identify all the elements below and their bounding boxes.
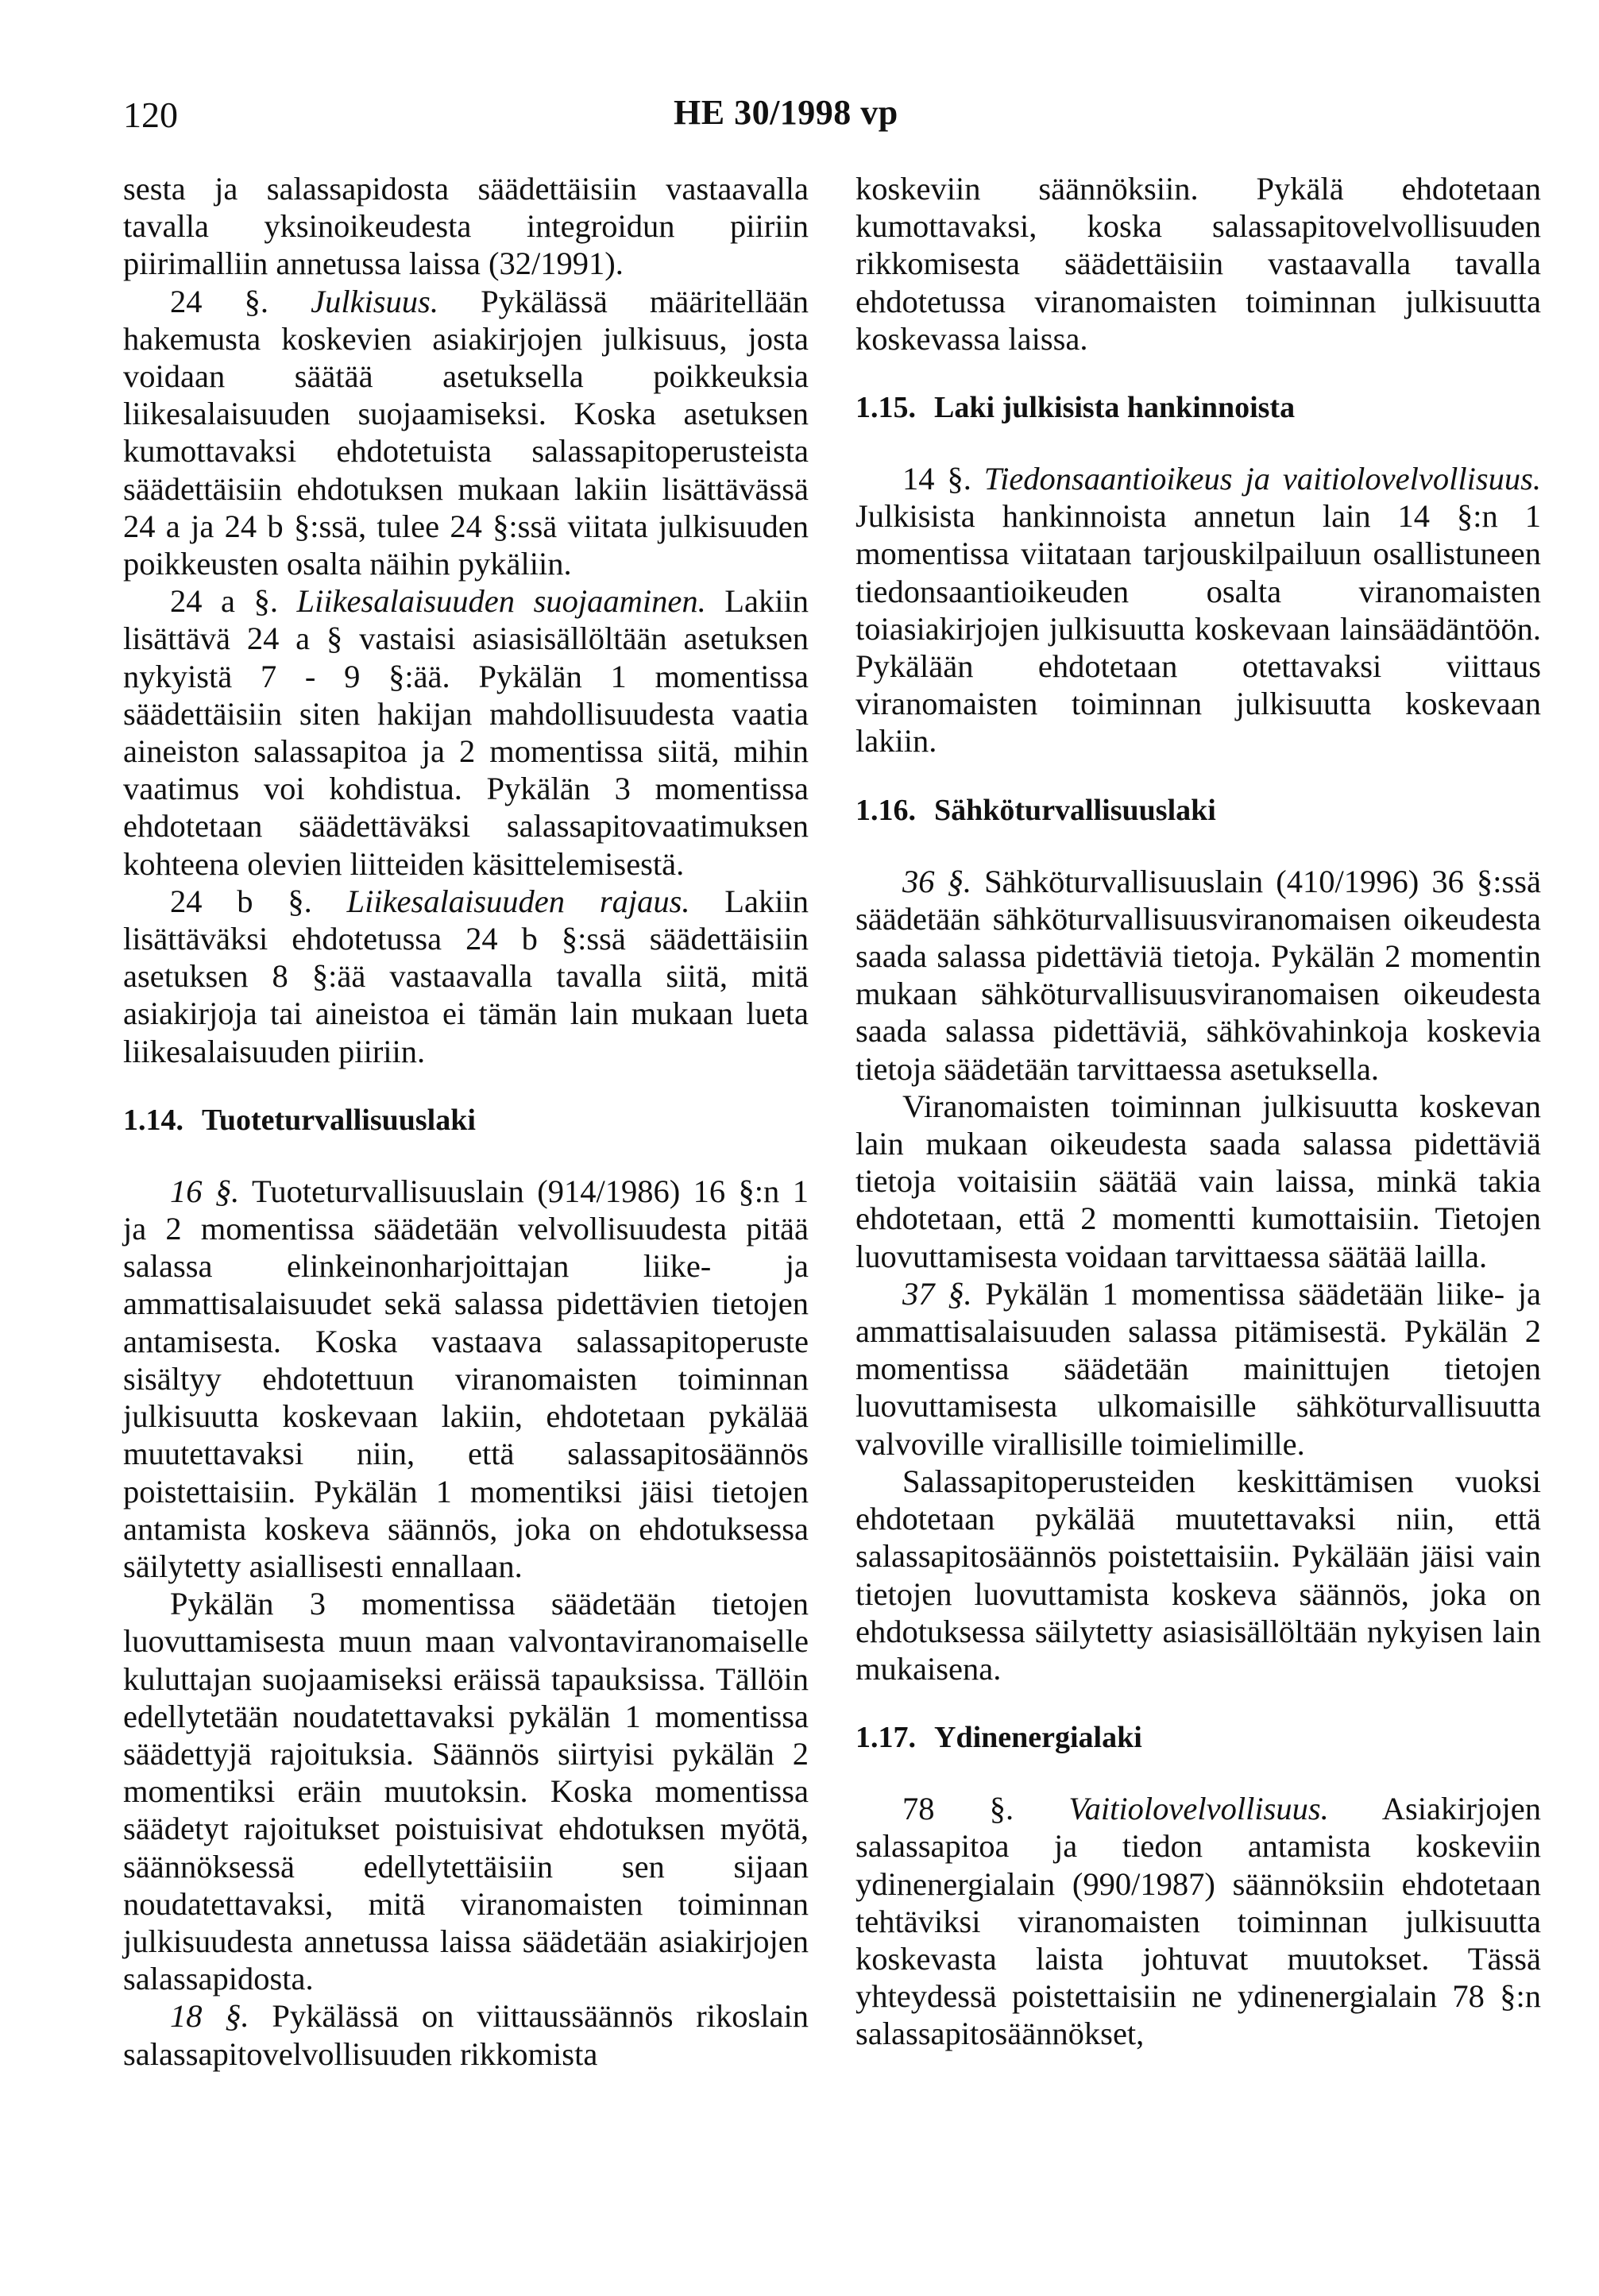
- section-14-title: Tiedonsaantioikeus ja vaitiolovelvollisuus.: [983, 461, 1541, 497]
- section-18-number: 18 §.: [170, 1998, 249, 2035]
- heading-1-14-number: 1.14.: [123, 1103, 183, 1137]
- section-14-text: Julkisista hankinnoista annetun lain 14 §:n 1 momentissa viitataan tarjouskilpailuun osallistuneen tiedonsaantioikeuden osalta viranomaisten toiasiakirjojen julkisuutta koskevaan lainsäädäntöön. Pykälään ehdotetaan otettavaksi viittaus viranomaisten toiminnan julkisuutta koskevaan lakiin.: [856, 498, 1541, 760]
- heading-1-16-number: 1.16.: [856, 793, 916, 827]
- section-24b-title: Liikesalaisuuden rajaus.: [346, 883, 690, 919]
- section-24a-title: Liikesalaisuuden suojaaminen.: [296, 583, 706, 620]
- heading-1-14-title: Tuoteturvallisuuslaki: [202, 1103, 476, 1137]
- heading-1-14: [123, 1102, 809, 1139]
- section-18-text: Pykälässä on viittaussäännös rikoslain salassapitovelvollisuuden rikkomista: [123, 1998, 809, 2072]
- section-78-text: Asiakirjojen salassapitoa ja tiedon antamista koskeviin ydinenergialain (990/1987) säännöksiin ehdotetaan tehtäviksi viranomaisten toiminnan julkisuutta koskevasta laista johtuvat muutokset. Tässä yhteydessä poistettaisiin ne ydinenergialain 78 §:n salassapitosäännökset,: [856, 1791, 1541, 2052]
- section-78-paragraph: [856, 1790, 1541, 2052]
- section-24-title: Julkisuus.: [311, 283, 438, 319]
- section-24a-paragraph: [123, 582, 809, 883]
- section-16-number: 16 §.: [170, 1173, 240, 1209]
- heading-1-15-title: Laki julkisista hankinnoista: [934, 391, 1296, 425]
- section-24a-number: 24 a §.: [170, 583, 278, 620]
- section-24a-text: Lakiin lisättävä 24 a § vastaisi asiasisällöltään asetuksen nykyistä 7 - 9 §:ää. Pykälän 1 momentissa säädettäisiin siten hakijan mahdollisuudesta vaatia aineiston salassapitoa ja 2 momentissa siitä, mihin vaatimus voi kohdistua. Pykälän 3 momentissa ehdotetaan säädettäväksi salassapitovaatimuksen kohteena olevien liitteiden käsittelemisestä.: [123, 583, 809, 882]
- section-24b-text: Lakiin lisättäväksi ehdotetussa 24 b §:ssä säädettäisiin asetuksen 8 §:ää vastaavalla tavalla siitä, mitä asiakirjoja tai aineistoa ei tämän lain mukaan lueta liikesalaisuuden piiriin.: [123, 883, 809, 1069]
- heading-1-17-title: Ydinenergialaki: [934, 1721, 1142, 1755]
- section-24b-paragraph: [123, 883, 809, 1070]
- heading-1-15-number: 1.15.: [856, 391, 916, 425]
- section-24b-number: 24 b §.: [170, 883, 312, 919]
- left-column: [123, 170, 809, 2073]
- section-37-text: Pykälän 1 momentissa säädetään liike- ja ammattisalaisuuden salassa pitämisestä. Pykälän 2 momentissa säädetään mainittujen tietojen luovuttamisesta ulkomaisille sähköturvallisuutta valvoville virallisille toimielimille.: [856, 1275, 1541, 1462]
- section-37-number: 37 §.: [902, 1275, 972, 1312]
- page-number: 120: [123, 95, 178, 135]
- continuation-paragraph: koskeviin säännöksiin. Pykälä ehdotetaan kumottavaksi, koska salassapitovelvollisuuden rikkomisesta säädettäisiin vastaavalla tavalla ehdotetussa viranomaisten toiminnan julkisuutta koskevassa laissa.: [856, 171, 1541, 357]
- section-24-paragraph: [123, 283, 809, 583]
- section-78-number: 78 §.: [902, 1791, 1014, 1827]
- heading-1-15: [856, 389, 1541, 427]
- intro-paragraph: sesta ja salassapidosta säädettäisiin vastaavalla tavalla yksinoikeudesta integroidun piiriin piirimalliin annetussa laissa (32/1991).: [123, 171, 809, 282]
- section-14-number: 14 §.: [902, 461, 971, 497]
- right-column: [856, 170, 1541, 2053]
- section-36-text: Sähköturvallisuuslain (410/1996) 36 §:ssä säädetään sähköturvallisuusviranomaisen oikeudesta saada salassa pidettäviä tietoja. Pykälän 2 momentin mukaan sähköturvallisuusviranomaisen oikeudesta saada salassa pidettäviä, sähkövahinkoja koskevia tietoja säädetään tarvittaessa asetuksella.: [856, 863, 1542, 1087]
- section-36-number: 36 §.: [902, 863, 972, 899]
- heading-1-16-title: Sähköturvallisuuslaki: [934, 793, 1216, 827]
- section-24-text: Pykälässä määritellään hakemusta koskevien asiakirjojen julkisuus, josta voidaan säätää asetuksella poikkeuksia liikesalaisuuden suojaamiseksi. Koska asetuksen kumottavaksi ehdotetuista salassapitoperusteista säädettäisiin ehdotuksen mukaan lakiin lisättävässä 24 a ja 24 b §:ssä, tulee 24 §:ssä viitata julkisuuden poikkeusten osalta näihin pykäliin.: [123, 283, 809, 582]
- section-16-paragraph-2: Pykälän 3 momentissa säädetään tietojen luovuttamisesta muun maan valvontaviranomaiselle kuluttajan suojaamiseksi eräissä tapauksissa. Tällöin edellytetään noudatettavaksi pykälän 1 momentissa säädettyjä rajoituksia. Säännös siirtyisi pykälän 2 momentiksi eräin muutoksin. Koska momentissa säädetyt rajoitukset poistuisivat ehdotuksen myötä, säännöksessä edellytettäisiin sen sijaan noudatettavaksi, mitä viranomaisten toiminnan julkisuudesta annetussa laissa säädetään asiakirjojen salassapidosta.: [123, 1586, 809, 1997]
- running-head: HE 30/1998 vp: [674, 93, 898, 132]
- section-36-paragraph: [856, 863, 1541, 1088]
- section-37-paragraph-2: Salassapitoperusteiden keskittämisen vuoksi ehdotetaan pykälää muutettavaksi niin, että salassapitosäännös poistettaisiin. Pykälään jäisi vain tietojen luovuttamista koskeva säännös, joka on ehdotuksessa säilytetty asiasisällöltään nykyisen lain mukaisena.: [856, 1463, 1541, 1687]
- section-16-paragraph: [123, 1173, 809, 1585]
- section-18-paragraph: [123, 1997, 809, 2072]
- section-36-paragraph-2: Viranomaisten toiminnan julkisuutta koskevan lain mukaan oikeudesta saada salassa pidettäviä tietoja voitaisiin säätää vain laissa, minkä takia ehdotetaan, että 2 momentti kumottaisiin. Tietojen luovuttamisesta voidaan tarvittaessa säätää lailla.: [856, 1088, 1541, 1274]
- section-24-number: 24 §.: [170, 283, 268, 319]
- heading-1-17-number: 1.17.: [856, 1721, 916, 1755]
- heading-1-16: [856, 792, 1541, 829]
- section-16-text: Tuoteturvallisuuslain (914/1986) 16 §:n 1 ja 2 momentissa säädetään velvollisuudesta pitää salassa elinkeinonharjoittajan liike- ja ammattisalaisuudet sekä salassa pidettävien tietojen antamisesta. Koska vastaava salassapitoperuste sisältyy ehdotettuun viranomaisten toiminnan julkisuutta koskevaan lakiin, ehdotetaan pykälää muutettavaksi niin, että salassapitosäännös poistettaisiin. Pykälän 1 momentiksi jäisi tietojen antamista koskeva säännös, joka on ehdotuksessa säilytetty asiallisesti ennallaan.: [123, 1173, 809, 1584]
- section-78-title: Vaitiolovelvollisuus.: [1068, 1791, 1329, 1827]
- heading-1-17: [856, 1719, 1541, 1757]
- section-14-paragraph: [856, 460, 1541, 760]
- section-37-paragraph: [856, 1275, 1541, 1463]
